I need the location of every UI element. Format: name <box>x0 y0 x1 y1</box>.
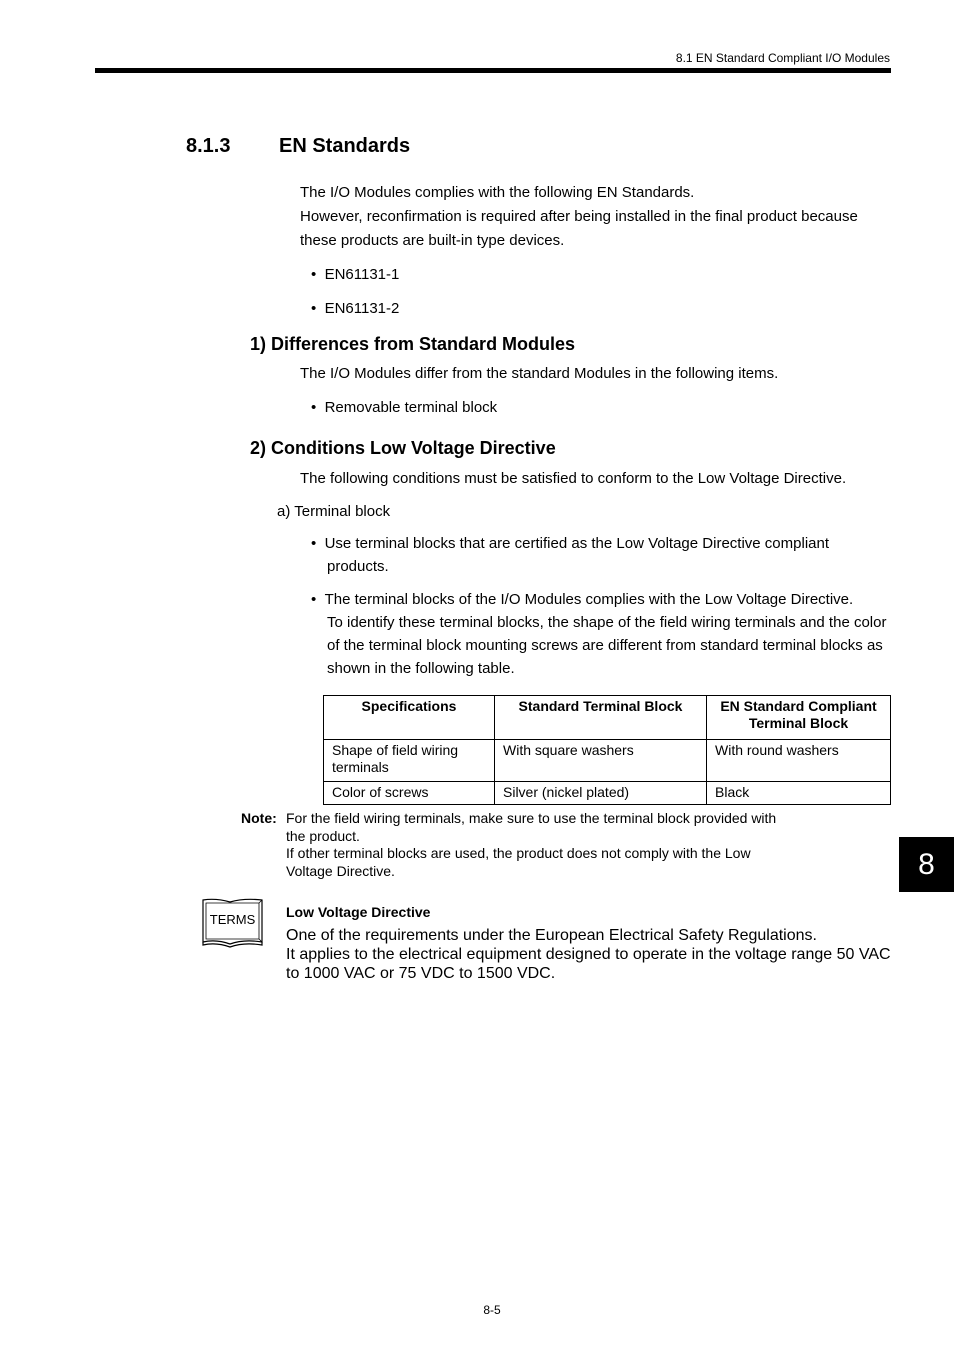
section-number: 8.1.3 <box>186 135 231 157</box>
terms-title: Low Voltage Directive <box>286 904 431 920</box>
table-cell: With square washers <box>495 740 707 782</box>
table-cell: Color of screws <box>324 782 495 805</box>
lvd-bullet-2: • The terminal blocks of the I/O Modules complies with the Low Voltage Directive. To identify these terminal blocks, the shape of the field wiring terminals and the color of the terminal block mounting screws are different from standard terminal blocks as shown in the following table. <box>311 591 887 677</box>
table-cell: Silver (nickel plated) <box>495 782 707 805</box>
intro-line-2: However, reconfirmation is required after being installed in the final product because these products are built-in type devices. <box>300 208 858 249</box>
running-header: 8.1 EN Standard Compliant I/O Modules <box>675 51 890 65</box>
section-title: EN Standards <box>279 135 411 157</box>
note-text: For the field wiring terminals, make sure to use the terminal block provided with the product. If other terminal blocks are used, the product does not comply with the Low Voltage Directive. <box>286 810 777 879</box>
lvd-bullet-1: • Use terminal blocks that are certified as the Low Voltage Directive compliant products. <box>311 535 829 575</box>
page-number: 8-5 <box>483 1303 501 1317</box>
terms-body: One of the requirements under the European Electrical Safety Regulations. It applies to the electrical equipment designed to operate in the voltage range 50 VAC to 1000 VAC or 75 VDC to 1500 VDC. <box>286 927 891 982</box>
table-header-row <box>324 696 891 740</box>
table-header-cell: Specifications <box>324 696 495 740</box>
lvd-sub-a: a) Terminal block <box>277 503 391 520</box>
header-rule <box>95 68 891 73</box>
intro-line-1: The I/O Modules complies with the following EN Standards. <box>300 184 695 201</box>
table-row <box>324 740 891 782</box>
terms-book-icon <box>200 898 266 950</box>
table-row <box>324 782 891 805</box>
note-label: Note: <box>241 810 277 826</box>
terminal-block-table <box>323 695 891 805</box>
standard-item-1: • EN61131-1 <box>311 266 400 283</box>
standard-item-2: • EN61131-2 <box>311 300 400 317</box>
table-header-cell: EN Standard Compliant Terminal Block <box>707 696 891 740</box>
chapter-tab: 8 <box>899 837 954 892</box>
terms-icon-label: TERMS <box>209 912 256 927</box>
lvd-heading: 2) Conditions Low Voltage Directive <box>250 438 556 458</box>
table-cell: Shape of field wiring terminals <box>324 740 495 782</box>
table-cell: Black <box>707 782 891 805</box>
diff-item-1: • Removable terminal block <box>311 399 498 416</box>
diff-heading: 1) Differences from Standard Modules <box>250 334 576 354</box>
intro-paragraph <box>300 181 892 253</box>
diff-text: The I/O Modules differ from the standard Modules in the following items. <box>300 365 779 382</box>
table-header-cell: Standard Terminal Block <box>495 696 707 740</box>
lvd-text: The following conditions must be satisfied to conform to the Low Voltage Directive. <box>300 470 847 487</box>
table-cell: With round washers <box>707 740 891 782</box>
